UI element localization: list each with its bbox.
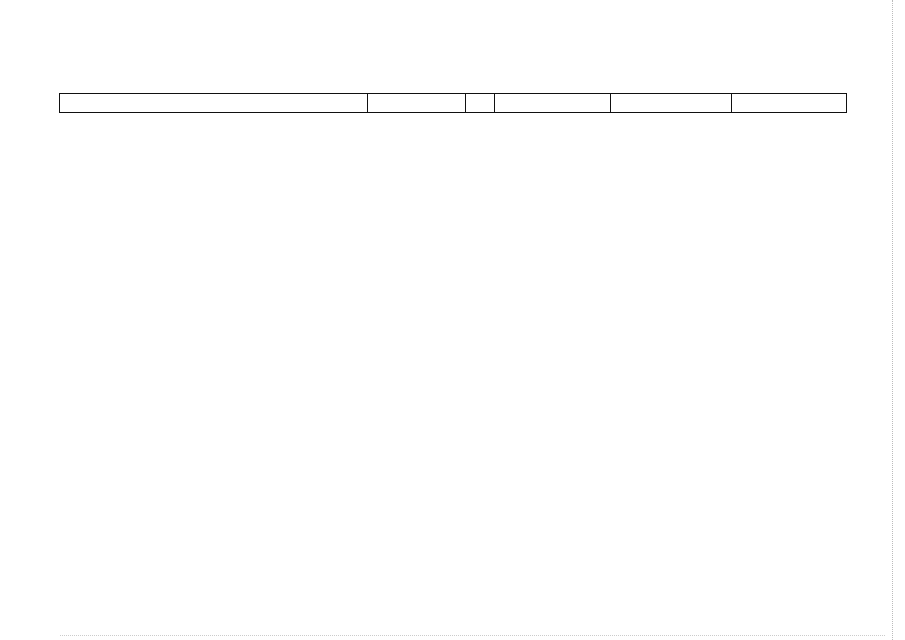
header-col-3 [465,94,494,112]
scan-edge-line [892,0,893,640]
table-header [59,93,847,113]
header-col-6 [731,94,846,112]
header-col-1 [60,94,367,112]
header-col-2 [367,94,465,112]
scan-bottom-line [60,635,885,636]
header-col-5 [610,94,731,112]
header-col-4 [494,94,610,112]
